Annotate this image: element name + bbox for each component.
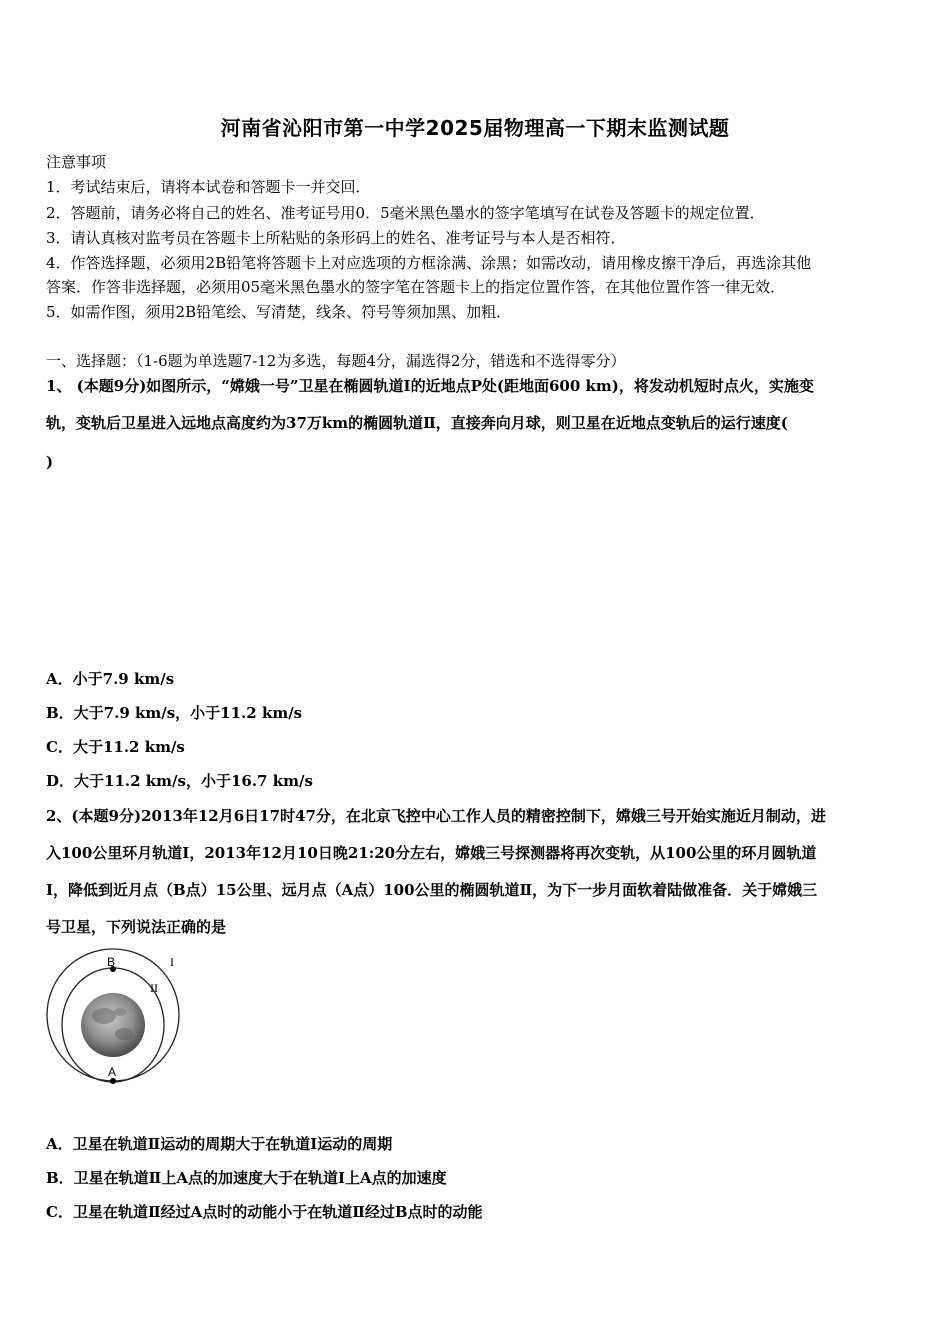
notice-item: 5．如需作图，须用2B铅笔绘、写清楚，线条、符号等须加黑、加粗．	[46, 303, 512, 321]
question-2-text: 入100公里环月轨道Ⅰ，2013年12月10日晚21:20分左右，嫦娥三号探测器将再次变轨，从100公里的环月圆轨道	[46, 844, 817, 862]
notice-item: 4．作答选择题，必须用2B铅笔将答题卡上对应选项的方框涂满、涂黑；如需改动，请用橡皮擦干净后，再选涂其他	[46, 254, 812, 272]
question-1-option-d: D．大于11.2 km/s，小于16.7 km/s	[46, 772, 313, 790]
question-2-option-c: C．卫星在轨道Ⅱ经过A点时的动能小于在轨道Ⅱ经过B点时的动能	[46, 1203, 483, 1221]
notice-item: 答案．作答非选择题，必须用05毫米黑色墨水的签字笔在答题卡上的指定位置作答，在其他位置作答一律无效．	[46, 278, 786, 296]
notice-item: 2．答题前，请务必将自己的姓名、准考证号用0．5毫米黑色墨水的签字笔填写在试卷及答题卡的规定位置．	[46, 204, 765, 222]
question-1-option-b: B．大于7.9 km/s，小于11.2 km/s	[46, 704, 303, 722]
question-1-option-a: A．小于7.9 km/s	[46, 670, 175, 688]
orbit-diagram	[44, 948, 184, 1086]
section-heading: 一、选择题：（1-6题为单选题7-12为多选，每题4分，漏选得2分，错选和不选得零分）	[46, 352, 626, 370]
label-orbit-1: I	[170, 955, 174, 969]
question-1-text: 1、 (本题9分)如图所示，“嫦娥一号”卫星在椭圆轨道Ⅰ的近地点P处(距地面600 km)，将发动机短时点火，实施变	[46, 377, 814, 395]
moon-orbit-figure	[44, 948, 184, 1086]
question-2-text: 号卫星，下列说法正确的是	[46, 918, 227, 936]
moon-crater-icon	[114, 1008, 126, 1016]
moon-crater-icon	[115, 1028, 133, 1040]
moon-crater-icon	[92, 1008, 116, 1024]
question-2-option-b: B．卫星在轨道Ⅱ上A点的加速度大于在轨道Ⅰ上A点的加速度	[46, 1169, 447, 1187]
question-2-text: 2、(本题9分)2013年12月6日17时47分，在北京飞控中心工作人员的精密控制下，嫦娥三号开始实施近月制动，进	[46, 807, 826, 825]
page-title: 河南省沁阳市第一中学2025届物理高一下期末监测试题	[220, 116, 730, 140]
notice-item: 3．请认真核对监考员在答题卡上所粘贴的条形码上的姓名、准考证号与本人是否相符．	[46, 229, 626, 247]
question-1-text: 轨，变轨后卫星进入远地点高度约为37万km的椭圆轨道Ⅱ，直接奔向月球，则卫星在近地点变轨后的运行速度(	[46, 414, 788, 432]
label-a: A	[108, 1065, 117, 1079]
notice-heading: 注意事项	[46, 153, 107, 171]
question-2-text: Ⅰ，降低到近月点（B点）15公里、远月点（A点）100公里的椭圆轨道Ⅱ，为下一步月面软着陆做准备．关于嫦娥三	[46, 881, 818, 899]
label-orbit-2: II	[150, 981, 158, 995]
moon-icon	[81, 993, 145, 1057]
notice-item: 1．考试结束后，请将本试卷和答题卡一并交回．	[46, 178, 371, 196]
label-b: B	[107, 955, 116, 969]
question-1-option-c: C．大于11.2 km/s	[46, 738, 185, 756]
question-2-option-a: A．卫星在轨道Ⅱ运动的周期大于在轨道Ⅰ运动的周期	[46, 1135, 393, 1153]
question-1-text: )	[46, 453, 54, 471]
